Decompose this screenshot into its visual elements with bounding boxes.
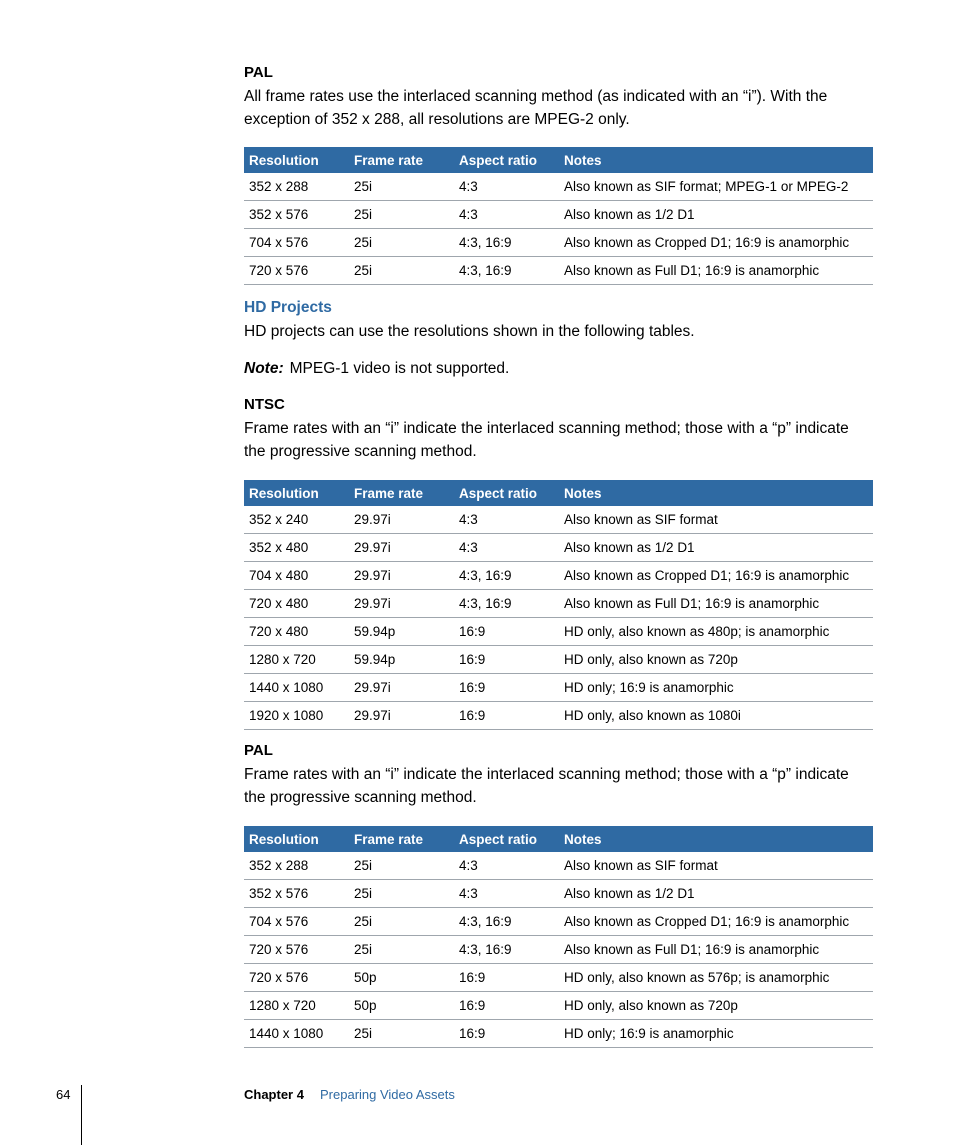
table-cell: 4:3, 16:9 <box>454 229 559 257</box>
table-cell: 25i <box>349 1020 454 1048</box>
table-cell: 4:3, 16:9 <box>454 590 559 618</box>
column-header: Aspect ratio <box>454 826 559 852</box>
table-cell: 352 x 288 <box>244 852 349 880</box>
pal-hd-table-wrap <box>244 826 873 1048</box>
table-cell: 704 x 576 <box>244 229 349 257</box>
ntsc-description: Frame rates with an “i” indicate the interlaced scanning method; those with a “p” indicate the progressive scanning method. <box>244 420 849 460</box>
table-row <box>244 534 873 562</box>
table-cell: Also known as SIF format <box>559 852 873 880</box>
table-cell: HD only; 16:9 is anamorphic <box>559 674 873 702</box>
table-cell: 1440 x 1080 <box>244 1020 349 1048</box>
column-header: Resolution <box>244 147 349 173</box>
table-header-row <box>244 480 873 506</box>
note-label: Note: <box>244 360 284 377</box>
table-cell: 1280 x 720 <box>244 646 349 674</box>
pal-sd-description: All frame rates use the interlaced scanning method (as indicated with an “i”). With the exception of 352 x 288, all resolutions are MPEG-2 only. <box>244 88 828 128</box>
table-cell: 352 x 576 <box>244 880 349 908</box>
table-cell: 29.97i <box>349 534 454 562</box>
table-row <box>244 618 873 646</box>
table-cell: 720 x 576 <box>244 964 349 992</box>
hd-projects-description: HD projects can use the resolutions shown in the following tables. <box>244 323 695 340</box>
table-row <box>244 562 873 590</box>
table-cell: 16:9 <box>454 674 559 702</box>
table-cell: 4:3 <box>454 506 559 534</box>
page-number: 64 <box>56 1087 71 1102</box>
table-cell: 16:9 <box>454 992 559 1020</box>
table-cell: 4:3 <box>454 201 559 229</box>
column-header: Notes <box>559 480 873 506</box>
table-cell: 4:3, 16:9 <box>454 908 559 936</box>
table-cell: 720 x 480 <box>244 590 349 618</box>
table-cell: 352 x 576 <box>244 201 349 229</box>
table-cell: 29.97i <box>349 562 454 590</box>
chapter-title-link[interactable]: Preparing Video Assets <box>320 1087 455 1102</box>
footer-divider <box>81 1085 82 1145</box>
table-cell: 4:3, 16:9 <box>454 936 559 964</box>
table-cell: Also known as Cropped D1; 16:9 is anamorphic <box>559 562 873 590</box>
table-row <box>244 852 873 880</box>
table-cell: 16:9 <box>454 646 559 674</box>
table-cell: 29.97i <box>349 506 454 534</box>
table-cell: 25i <box>349 880 454 908</box>
table-cell: Also known as SIF format <box>559 506 873 534</box>
pal-hd-heading: PAL <box>244 742 273 759</box>
table-row <box>244 257 873 285</box>
column-header: Resolution <box>244 826 349 852</box>
table-row <box>244 173 873 201</box>
hd-projects-heading: HD Projects <box>244 299 332 316</box>
table-cell: 16:9 <box>454 618 559 646</box>
table-cell: 25i <box>349 908 454 936</box>
table-cell: 25i <box>349 257 454 285</box>
table-cell: 352 x 240 <box>244 506 349 534</box>
table-cell: 50p <box>349 964 454 992</box>
table-cell: 352 x 480 <box>244 534 349 562</box>
column-header: Frame rate <box>349 480 454 506</box>
table-row <box>244 964 873 992</box>
table-cell: 4:3, 16:9 <box>454 257 559 285</box>
table-row <box>244 506 873 534</box>
table-cell: 59.94p <box>349 618 454 646</box>
table-row <box>244 880 873 908</box>
table-cell: Also known as 1/2 D1 <box>559 534 873 562</box>
chapter-label: Chapter 4 <box>244 1087 304 1102</box>
hd-note <box>244 357 873 380</box>
table-cell: Also known as Cropped D1; 16:9 is anamorphic <box>559 908 873 936</box>
table-cell: Also known as Full D1; 16:9 is anamorphic <box>559 257 873 285</box>
table-cell: 704 x 480 <box>244 562 349 590</box>
pal-sd-table <box>244 147 873 285</box>
table-cell: 16:9 <box>454 964 559 992</box>
column-header: Notes <box>559 147 873 173</box>
table-cell: 29.97i <box>349 590 454 618</box>
table-cell: 4:3 <box>454 534 559 562</box>
table-row <box>244 590 873 618</box>
column-header: Frame rate <box>349 826 454 852</box>
column-header: Aspect ratio <box>454 480 559 506</box>
table-row <box>244 229 873 257</box>
table-cell: 29.97i <box>349 702 454 730</box>
table-cell: HD only, also known as 720p <box>559 992 873 1020</box>
table-row <box>244 702 873 730</box>
column-header: Frame rate <box>349 147 454 173</box>
table-cell: 4:3, 16:9 <box>454 562 559 590</box>
table-cell: 16:9 <box>454 702 559 730</box>
table-cell: HD only; 16:9 is anamorphic <box>559 1020 873 1048</box>
ntsc-table-wrap <box>244 480 873 730</box>
table-cell: 50p <box>349 992 454 1020</box>
table-row <box>244 992 873 1020</box>
table-cell: 720 x 480 <box>244 618 349 646</box>
ntsc-table <box>244 480 873 730</box>
column-header: Resolution <box>244 480 349 506</box>
table-cell: 25i <box>349 173 454 201</box>
table-cell: HD only, also known as 576p; is anamorphic <box>559 964 873 992</box>
table-cell: 29.97i <box>349 674 454 702</box>
table-cell: 25i <box>349 936 454 964</box>
table-cell: Also known as 1/2 D1 <box>559 201 873 229</box>
table-header-row <box>244 147 873 173</box>
table-cell: 4:3 <box>454 173 559 201</box>
pal-hd-table <box>244 826 873 1048</box>
table-cell: HD only, also known as 720p <box>559 646 873 674</box>
table-cell: Also known as Full D1; 16:9 is anamorphic <box>559 936 873 964</box>
table-row <box>244 1020 873 1048</box>
column-header: Aspect ratio <box>454 147 559 173</box>
pal-hd-description: Frame rates with an “i” indicate the interlaced scanning method; those with a “p” indicate the progressive scanning method. <box>244 766 849 806</box>
table-cell: 1280 x 720 <box>244 992 349 1020</box>
table-row <box>244 674 873 702</box>
table-cell: 720 x 576 <box>244 936 349 964</box>
table-cell: Also known as SIF format; MPEG-1 or MPEG-2 <box>559 173 873 201</box>
table-row <box>244 201 873 229</box>
table-cell: Also known as Full D1; 16:9 is anamorphic <box>559 590 873 618</box>
table-row <box>244 908 873 936</box>
table-cell: 704 x 576 <box>244 908 349 936</box>
table-cell: Also known as Cropped D1; 16:9 is anamorphic <box>559 229 873 257</box>
table-row <box>244 936 873 964</box>
table-cell: 4:3 <box>454 880 559 908</box>
pal-sd-heading: PAL <box>244 64 273 81</box>
table-row <box>244 646 873 674</box>
table-cell: 1920 x 1080 <box>244 702 349 730</box>
table-cell: 25i <box>349 201 454 229</box>
table-cell: 1440 x 1080 <box>244 674 349 702</box>
table-cell: 4:3 <box>454 852 559 880</box>
table-cell: HD only, also known as 1080i <box>559 702 873 730</box>
table-cell: 16:9 <box>454 1020 559 1048</box>
pal-sd-table-wrap <box>244 147 873 285</box>
table-cell: 25i <box>349 229 454 257</box>
table-cell: 352 x 288 <box>244 173 349 201</box>
column-header: Notes <box>559 826 873 852</box>
table-cell: 720 x 576 <box>244 257 349 285</box>
note-text: MPEG-1 video is not supported. <box>289 360 510 377</box>
table-cell: 25i <box>349 852 454 880</box>
table-cell: 59.94p <box>349 646 454 674</box>
ntsc-heading: NTSC <box>244 396 285 413</box>
table-header-row <box>244 826 873 852</box>
table-cell: HD only, also known as 480p; is anamorphic <box>559 618 873 646</box>
table-cell: Also known as 1/2 D1 <box>559 880 873 908</box>
